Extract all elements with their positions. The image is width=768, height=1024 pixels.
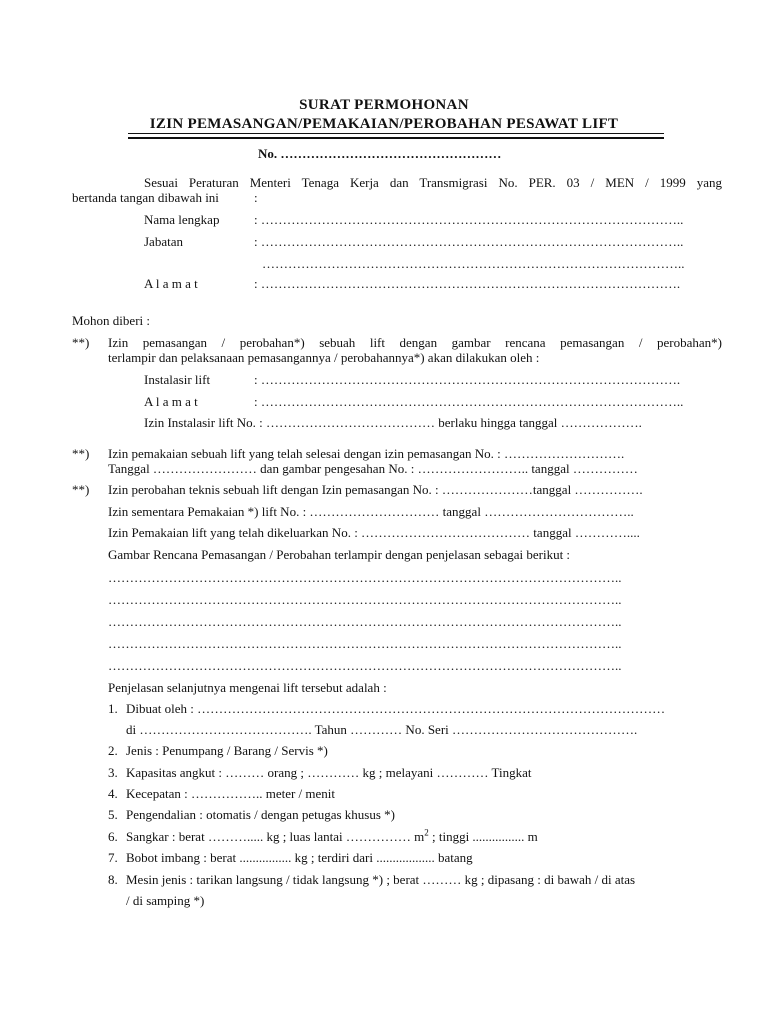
detail-item-text: Bobot imbang : berat ................ kg ; terdiri dari .................. batang [126, 850, 473, 865]
detail-item-text: di …………………………………. Tahun ………… No. Seri ……………………………………. [126, 722, 638, 737]
detail-item-number: 3. [108, 765, 118, 780]
nama-label: Nama lengkap [144, 212, 220, 227]
section1-marker: **) [72, 335, 90, 350]
nama-field: : …………………………………………………………………………………….. [254, 212, 684, 227]
detail-item-text [126, 829, 538, 845]
detail-item-number: 7. [108, 850, 118, 865]
section3-line-3: Izin Pemakaian lift yang telah dikeluarkan No. : ………………………………… tanggal ………….... [108, 525, 640, 540]
detail-item-number: 5. [108, 807, 118, 822]
details-heading: Penjelasan selanjutnya mengenai lift tersebut adalah : [108, 680, 387, 695]
section3-line-1: Izin perobahan teknis sebuah lift dengan Izin pemasangan No. : …………………tanggal ……………. [108, 482, 643, 497]
section2-marker: **) [72, 446, 90, 461]
section2-line-1: Izin pemakaian sebuah lift yang telah selesai dengan izin pemasangan No. : ………………………. [108, 446, 625, 461]
description-dotted-line: ……………………………………………………………………………………………………….. [108, 570, 622, 585]
title-line-2: IZIN PEMASANGAN/PEMAKAIAN/PEROBAHAN PESAWAT LIFT [149, 116, 619, 132]
square-superscript: 2 [424, 827, 429, 838]
intro-line-1: Sesuai Peraturan Menteri Tenaga Kerja dan Transmigrasi No. PER. 03 / MEN / 1999 yang [144, 175, 722, 190]
alamat-field: : ……………………………………………………………………………………. [254, 276, 681, 291]
detail-item-text: / di samping *) [126, 893, 205, 908]
jabatan-label: Jabatan [144, 234, 183, 249]
title-underline [128, 133, 664, 134]
description-dotted-line: ……………………………………………………………………………………………………….. [108, 636, 622, 651]
detail-item-text: Kecepatan : …………….. meter / menit [126, 786, 336, 801]
section3-line-4: Gambar Rencana Pemasangan / Perobahan terlampir dengan penjelasan sebagai berikut : [108, 547, 571, 562]
description-dotted-line: ……………………………………………………………………………………………………….. [108, 658, 622, 673]
detail-item-number: 4. [108, 786, 118, 801]
detail-item-number: 8. [108, 872, 118, 887]
alamat-label: A l a m a t [144, 276, 198, 291]
section2-line-2: Tanggal …………………… dan gambar pengesahan No. : …………………….. tanggal …………… [108, 461, 638, 476]
description-dotted-line: ……………………………………………………………………………………………………….. [108, 592, 622, 607]
instalasir-field: : ……………………………………………………………………………………. [254, 372, 681, 387]
instalasir-alamat-field: : …………………………………………………………………………………….. [254, 394, 684, 409]
instalasir-alamat-label: A l a m a t [144, 394, 198, 409]
description-dotted-line: ……………………………………………………………………………………………………….. [108, 614, 622, 629]
sangkar-text-after: ; tinggi ................ m [428, 829, 538, 844]
sangkar-text: Sangkar : berat ………..... kg ; luas lantai …………… m [126, 829, 425, 844]
detail-item-text: Kapasitas angkut : ……… orang ; ………… kg ; melayani ………… Tingkat [126, 765, 532, 780]
jabatan-field: : …………………………………………………………………………………….. [254, 234, 684, 249]
izin-instalasir-line: Izin Instalasir lift No. : ………………………………… berlaku hingga tanggal ………………. [144, 415, 642, 430]
section3-line-2: Izin sementara Pemakaian *) lift No. : ………………………… tanggal …………………………….. [108, 504, 634, 519]
detail-item-text: Dibuat oleh : ……………………………………………………………………………………………… [126, 701, 666, 716]
section1-line-1: Izin pemasangan / perobahan*) sebuah lift dengan gambar rencana pemasangan / perobahan*) [108, 335, 722, 350]
detail-item-number: 6. [108, 829, 118, 844]
section3-marker: **) [72, 482, 90, 497]
detail-item-text: Pengendalian : otomatis / dengan petugas khusus *) [126, 807, 395, 822]
jabatan-field-continued: …………………………………………………………………………………….. [262, 256, 685, 271]
intro-line-2: bertanda tangan dibawah ini [72, 190, 219, 205]
mohon-heading: Mohon diberi : [72, 313, 150, 328]
detail-item-text: Jenis : Penumpang / Barang / Servis *) [126, 743, 328, 758]
title-double-rule [128, 137, 664, 139]
title-line-1: SURAT PERMOHONAN [299, 97, 469, 113]
letter-number: No. …………………………………………… [258, 146, 502, 161]
detail-item-number: 1. [108, 701, 118, 716]
detail-item-number: 2. [108, 743, 118, 758]
intro-colon: : [254, 190, 258, 205]
section1-line-2: terlampir dan pelaksanaan pemasangannya / perobahannya*) akan dilakukan oleh : [108, 350, 540, 365]
instalasir-label: Instalasir lift [144, 372, 211, 387]
detail-item-text: Mesin jenis : tarikan langsung / tidak langsung *) ; berat ……… kg ; dipasang : di bawah / di atas [126, 872, 636, 887]
